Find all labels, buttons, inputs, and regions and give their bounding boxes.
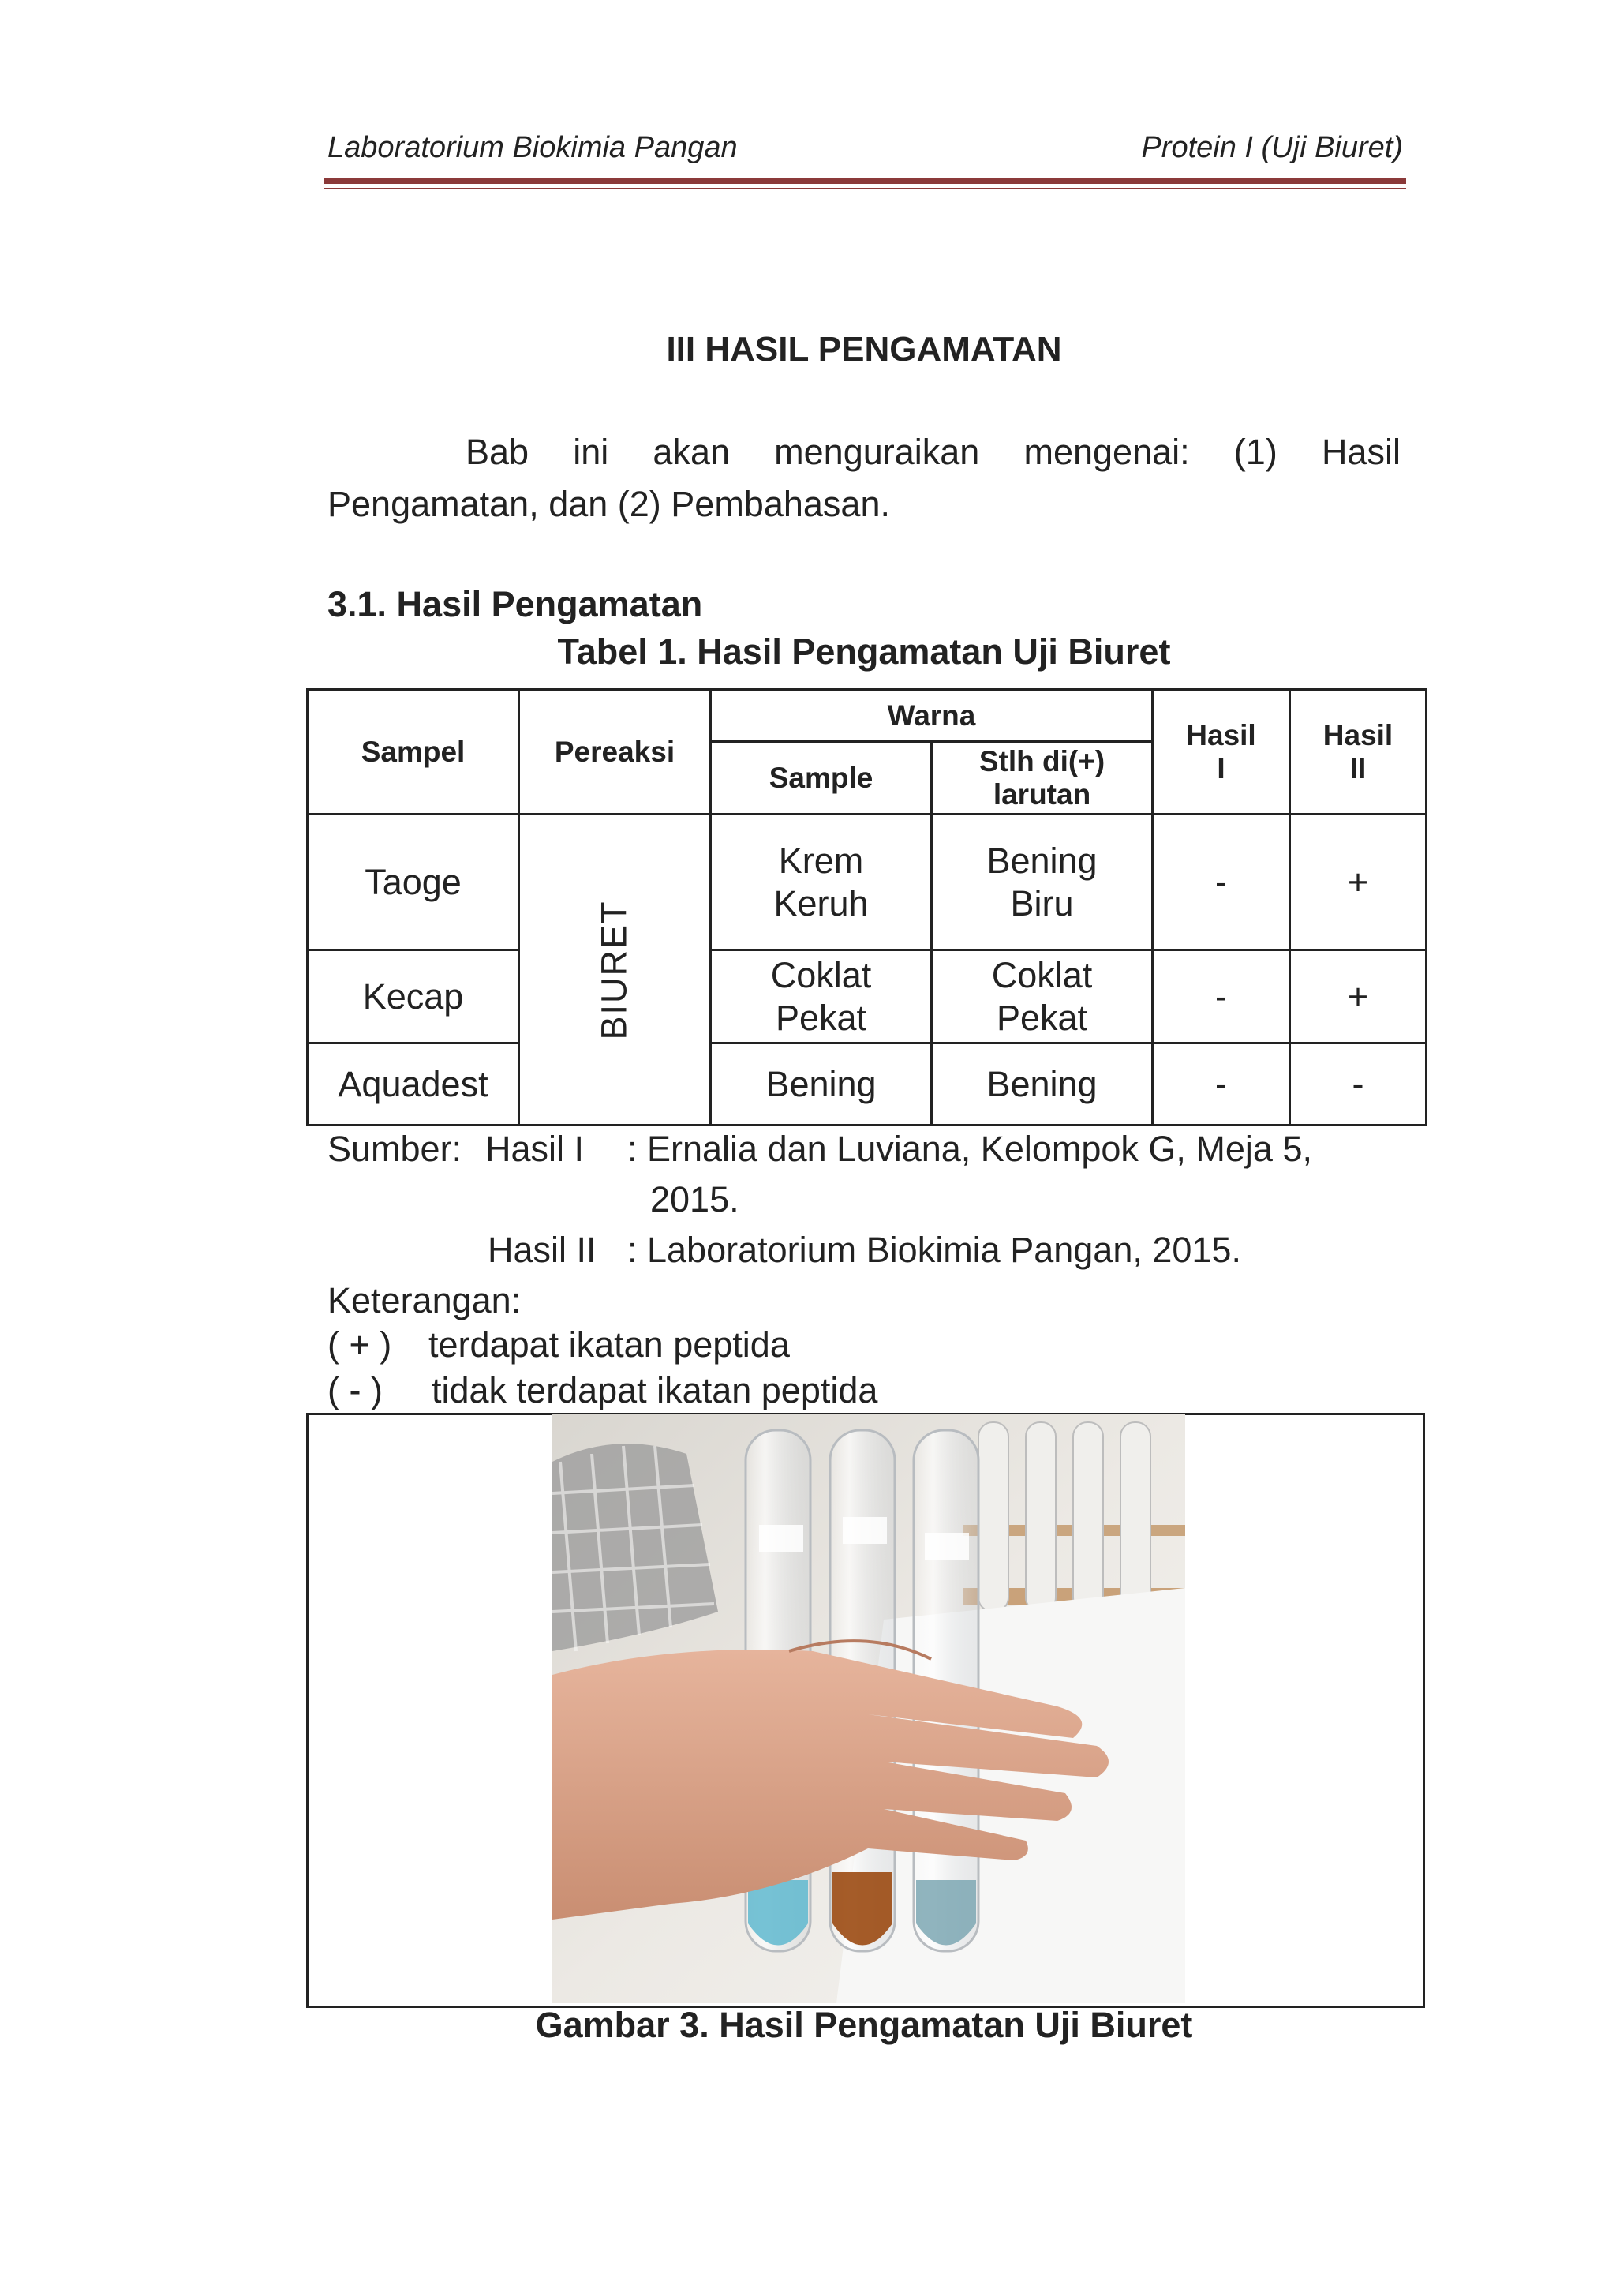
- table-caption: Tabel 1. Hasil Pengamatan Uji Biuret: [557, 631, 1171, 672]
- header-stlh-line2: larutan: [993, 777, 1091, 811]
- cell-hasil-2: +: [1290, 815, 1427, 950]
- header-hasil-2-line2: II: [1349, 751, 1367, 785]
- cell-pereaksi: [519, 815, 711, 1126]
- cell-line: Krem: [778, 840, 864, 881]
- cell-sample-color: [711, 950, 932, 1043]
- figure-caption: Gambar 3. Hasil Pengamatan Uji Biuret: [535, 2005, 1193, 2045]
- cell-line: Biru: [1010, 882, 1074, 923]
- header-hasil-1-line2: I: [1217, 751, 1225, 785]
- cell-hasil-1: -: [1153, 815, 1290, 950]
- section-heading: 3.1. Hasil Pengamatan: [327, 584, 703, 624]
- header-warna: Warna: [711, 690, 1153, 742]
- table-row: [308, 1043, 1427, 1126]
- header-stlh-line1: Stlh di(+): [978, 744, 1105, 777]
- table-row: [308, 950, 1427, 1043]
- cell-after-color: Bening: [932, 1043, 1153, 1126]
- legend-plus-symbol: ( + ): [327, 1324, 392, 1365]
- cell-line: Keruh: [773, 882, 869, 923]
- header-sample: Sample: [711, 742, 932, 815]
- source-label: Sumber:: [327, 1129, 462, 1169]
- legend-minus-text: tidak terdapat ikatan peptida: [432, 1370, 878, 1410]
- cell-hasil-1: -: [1153, 1043, 1290, 1126]
- cell-hasil-1: -: [1153, 950, 1290, 1043]
- chapter-title: III HASIL PENGAMATAN: [666, 330, 1062, 369]
- cell-line: Coklat: [991, 954, 1093, 995]
- header-rule-thin: [324, 188, 1406, 189]
- intro-paragraph: [327, 426, 1401, 530]
- cell-sampel: Aquadest: [308, 1043, 519, 1126]
- results-table: [306, 688, 1427, 1126]
- cell-line: Bening: [986, 840, 1098, 881]
- legend-title: Keterangan:: [327, 1280, 522, 1320]
- header-stlh: [932, 742, 1153, 815]
- source-hasil-2-text: : Laboratorium Biokimia Pangan, 2015.: [627, 1230, 1241, 1270]
- table-header-row-1: [308, 690, 1427, 742]
- intro-line-2: Pengamatan, dan (2) Pembahasan.: [327, 484, 890, 524]
- cell-hasil-2: +: [1290, 950, 1427, 1043]
- cell-sample-color: [711, 815, 932, 950]
- legend-plus-text: terdapat ikatan peptida: [428, 1324, 790, 1365]
- header-rule-thick: [324, 178, 1406, 184]
- pereaksi-vertical-label: BIURET: [593, 899, 634, 1040]
- cell-sample-color: Bening: [711, 1043, 932, 1126]
- header-right: Protein I (Uji Biuret): [1141, 131, 1403, 164]
- cell-sampel: Taoge: [308, 815, 519, 950]
- liquid-kecap: [832, 1872, 892, 1946]
- header-hasil-2-line1: Hasil: [1322, 718, 1393, 751]
- test-tubes-photo: [552, 1414, 1185, 2003]
- table-row: [308, 815, 1427, 950]
- source-hasil-2-label: Hasil II: [488, 1230, 597, 1270]
- header-hasil-1: [1153, 690, 1290, 815]
- header-left: Laboratorium Biokimia Pangan: [327, 131, 738, 164]
- cell-after-color: [932, 815, 1153, 950]
- header-hasil-1-line1: Hasil: [1186, 718, 1256, 751]
- cell-line: Pekat: [996, 997, 1088, 1038]
- header-pereaksi: Pereaksi: [519, 690, 711, 815]
- cell-after-color: [932, 950, 1153, 1043]
- source-hasil-1-text: : Ernalia dan Luviana, Kelompok G, Meja 5,: [627, 1129, 1312, 1169]
- cell-line: Coklat: [770, 954, 872, 995]
- source-hasil-1-label: Hasil I: [485, 1129, 585, 1169]
- cell-hasil-2: -: [1290, 1043, 1427, 1126]
- legend-minus-symbol: ( - ): [327, 1370, 383, 1410]
- header-hasil-2: [1290, 690, 1427, 815]
- header-sampel: Sampel: [308, 690, 519, 815]
- intro-line-1: Bab ini akan menguraikan mengenai: (1) Hasil: [466, 432, 1401, 472]
- cell-line: Pekat: [775, 997, 867, 1038]
- cell-sampel: Kecap: [308, 950, 519, 1043]
- source-hasil-1-year: 2015.: [650, 1179, 739, 1219]
